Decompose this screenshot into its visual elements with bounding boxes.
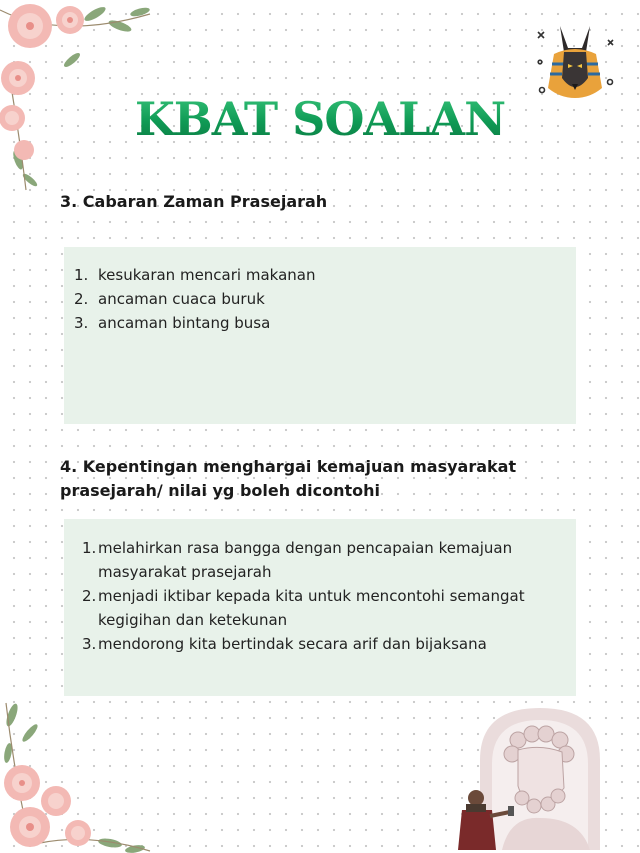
list-item xyxy=(74,287,576,311)
section-4-list xyxy=(64,519,576,656)
list-item-text: melahirkan rasa bangga dengan pencapaian kemajuan masyarakat prasejarah xyxy=(98,539,513,581)
sculptor-illustration xyxy=(440,700,635,850)
list-number: 3. xyxy=(74,314,89,332)
section-3-list xyxy=(64,247,576,335)
list-number: 2. xyxy=(74,290,89,308)
section-3-answer-box xyxy=(64,247,576,424)
list-item xyxy=(74,311,576,335)
page-title: KBAT SOALAN xyxy=(0,92,640,146)
list-number: 2. xyxy=(82,587,97,605)
list-number: 1. xyxy=(74,266,89,284)
flower-decoration-bottom-left xyxy=(0,693,160,853)
list-item xyxy=(74,263,576,287)
list-item-text: mendorong kita bertindak secara arif dan bijaksana xyxy=(98,635,487,653)
list-number: 1. xyxy=(82,539,97,557)
section-3-heading: 3. Cabaran Zaman Prasejarah xyxy=(60,192,328,211)
list-item xyxy=(82,584,576,632)
section-4-heading: 4. Kepentingan menghargai kemajuan masyarakat prasejarah/ nilai yg boleh dicontohi xyxy=(60,457,517,500)
list-item-text: kesukaran mencari makanan xyxy=(98,266,316,284)
list-item xyxy=(82,536,576,584)
list-item-text: menjadi iktibar kepada kita untuk mencontohi semangat kegigihan dan ketekunan xyxy=(98,587,525,629)
list-item-text: ancaman cuaca buruk xyxy=(98,290,265,308)
list-item xyxy=(82,632,576,656)
section-4-answer-box xyxy=(64,519,576,696)
list-number: 3. xyxy=(82,635,97,653)
list-item-text: ancaman bintang busa xyxy=(98,314,271,332)
